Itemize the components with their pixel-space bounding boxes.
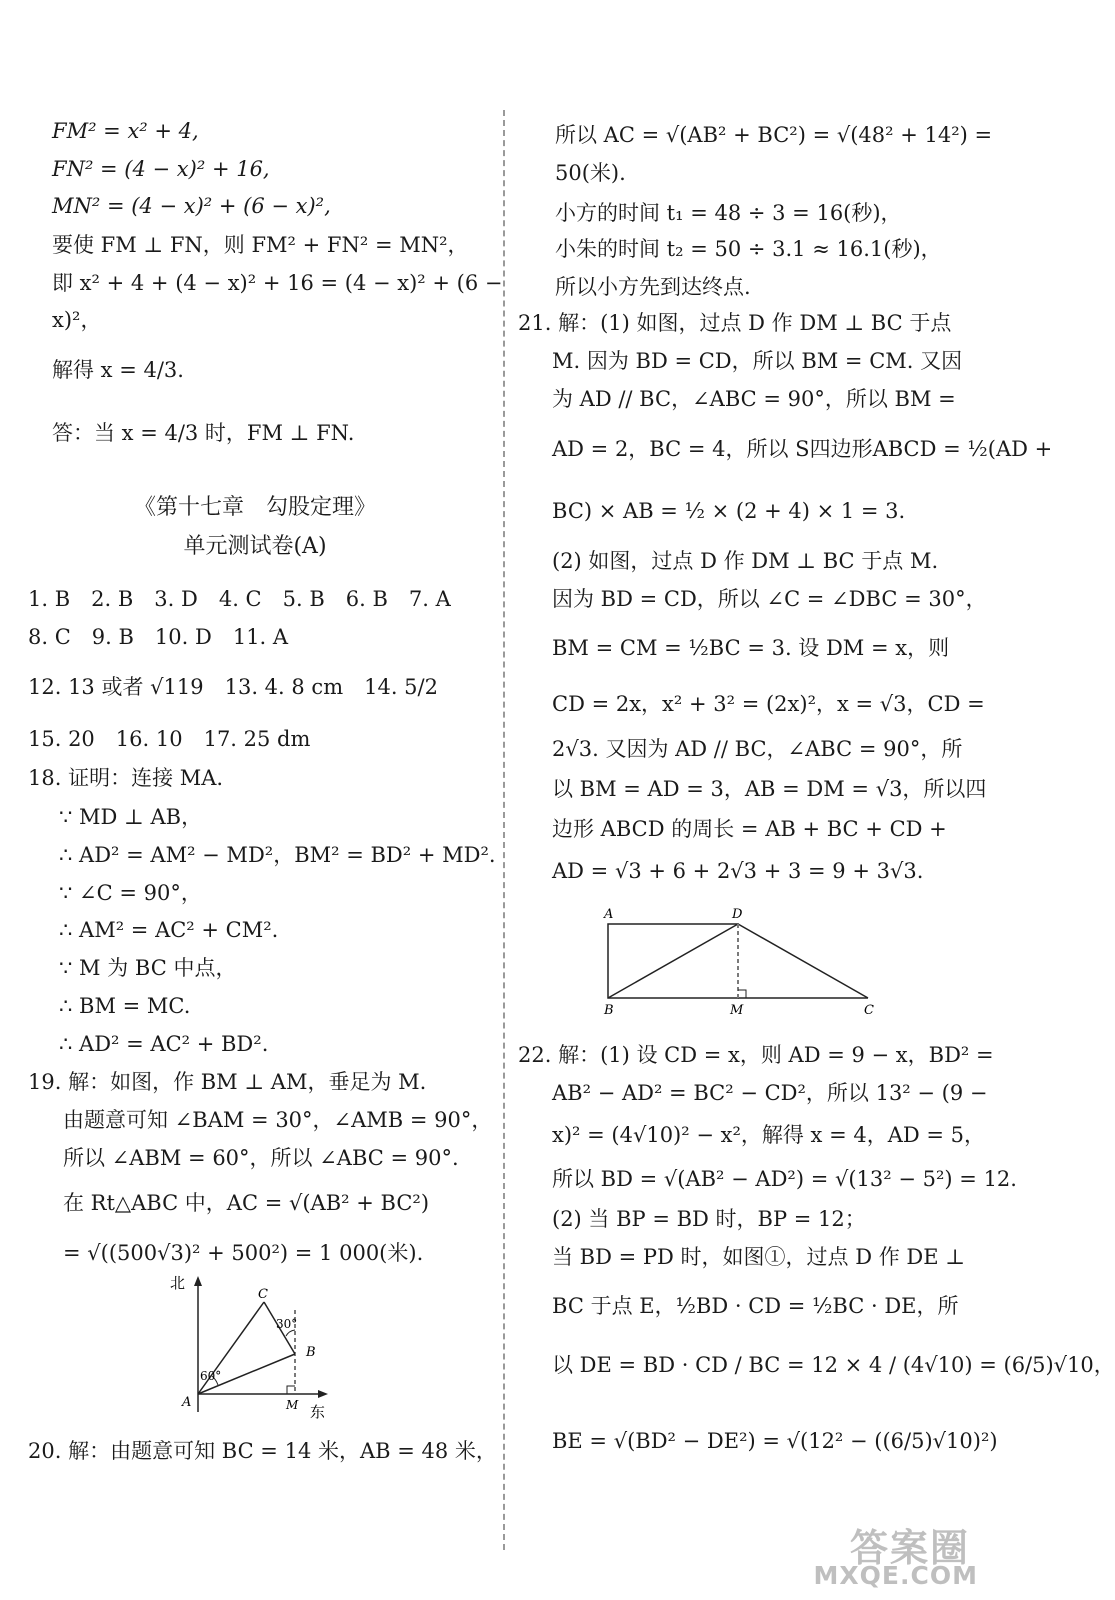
north-arrow	[194, 1276, 202, 1286]
q21-line: AD = 2，BC = 4，所以 S四边形ABCD = ½(AD +	[552, 437, 1053, 461]
q22-line: 以 DE = BD · CD / BC = 12 × 4 / (4√10) = (6/5)√10，	[552, 1353, 1115, 1377]
label-a: A	[182, 1395, 192, 1410]
test-title: 单元测试卷(A)	[183, 534, 327, 559]
label-b: B	[604, 1003, 614, 1018]
line: 要使 FM ⊥ FN，则 FM² + FN² = MN²，	[52, 233, 469, 257]
watermark-text: 答案圈	[849, 1526, 970, 1570]
q18-line: ∵ ∠C = 90°，	[59, 881, 202, 905]
watermark-url: MXQE.COM	[813, 1561, 978, 1590]
q18-line: ∴ BM = MC.	[59, 994, 191, 1018]
q19-line: 在 Rt△ABC 中，AC = √(AB² + BC²)	[63, 1191, 430, 1215]
line: MN² = (4 − x)² + (6 − x)²,	[52, 194, 331, 218]
q21-line: BM = CM = ½BC = 3. 设 DM = x，则	[552, 636, 950, 660]
q20-line: 50(米).	[555, 161, 626, 185]
label-m: M	[286, 1398, 299, 1412]
answer-line: 15. 20 16. 10 17. 25 dm	[28, 727, 311, 751]
figure-q19	[160, 1272, 350, 1422]
q18-line: ∴ AD² = AC² + BD².	[59, 1032, 269, 1056]
q18-line: ∵ M 为 BC 中点，	[59, 956, 237, 980]
q19-line: 所以 ∠ABM = 60°，所以 ∠ABC = 90°.	[63, 1146, 459, 1170]
q21-line: 边形 ABCD 的周长 = AB + BC + CD +	[552, 817, 947, 841]
q19-line: = √((500√3)² + 500²) = 1 000(米).	[63, 1241, 424, 1265]
answer-line: 12. 13 或者 √119 13. 4. 8 cm 14. 5/2	[28, 675, 438, 699]
segment-dc	[738, 924, 868, 998]
q22-line: x)² = (4√10)² − x²，解得 x = 4，AD = 5，	[552, 1123, 986, 1147]
q18-line: ∵ MD ⊥ AB，	[59, 805, 203, 829]
q20-line: 20. 解：由题意可知 BC = 14 米，AB = 48 米，	[28, 1439, 497, 1463]
line: 解得 x = 4/3.	[52, 358, 184, 382]
q20-line: 所以 AC = √(AB² + BC²) = √(48² + 14²) =	[555, 123, 993, 147]
right-angle-mark	[738, 990, 746, 998]
chapter-title: 《第十七章 勾股定理》	[133, 495, 376, 520]
label-a: A	[604, 907, 614, 922]
q22-line: AB² − AD² = BC² − CD²，所以 13² − (9 −	[552, 1081, 988, 1105]
label-c: C	[864, 1003, 874, 1018]
line: 即 x² + 4 + (4 − x)² + 16 = (4 − x)² + (6 −	[52, 271, 503, 295]
q21-line: AD = √3 + 6 + 2√3 + 3 = 9 + 3√3.	[552, 859, 924, 883]
q21-line: 2√3. 又因为 AD // BC，∠ABC = 90°，所	[552, 737, 963, 761]
label-60: 60°	[200, 1369, 222, 1383]
q21-line: 21. 解：(1) 如图，过点 D 作 DM ⊥ BC 于点	[518, 311, 952, 335]
watermark-logo	[778, 1517, 978, 1592]
q19-line: 19. 解：如图，作 BM ⊥ AM，垂足为 M.	[28, 1070, 427, 1094]
column-divider	[503, 110, 505, 1550]
q21-line: CD = 2x，x² + 3² = (2x)²，x = √3，CD =	[552, 692, 985, 716]
q19-line: 由题意可知 ∠BAM = 30°，∠AMB = 90°，	[63, 1108, 493, 1132]
answer-line: 1. B 2. B 3. D 4. C 5. B 6. B 7. A	[28, 587, 451, 611]
q21-line: 因为 BD = CD，所以 ∠C = ∠DBC = 30°，	[552, 587, 987, 611]
q21-line: (2) 如图，过点 D 作 DM ⊥ BC 于点 M.	[552, 549, 939, 573]
q21-line: BC) × AB = ½ × (2 + 4) × 1 = 3.	[552, 499, 906, 523]
line: FM² = x² + 4,	[52, 119, 199, 143]
q21-line: 为 AD // BC，∠ABC = 90°，所以 BM =	[552, 387, 956, 411]
label-30: 30°	[276, 1317, 298, 1331]
q22-line: BE = √(BD² − DE²) = √(12² − ((6/5)√10)²)	[552, 1429, 998, 1453]
q18-line: ∴ AD² = AM² − MD²，BM² = BD² + MD².	[59, 843, 496, 867]
figure-q21	[596, 900, 886, 1020]
east-arrow	[318, 1390, 328, 1398]
right-angle-mark	[287, 1386, 295, 1394]
q22-line: (2) 当 BP = BD 时，BP = 12；	[552, 1207, 866, 1231]
q20-line: 所以小方先到达终点.	[555, 275, 751, 299]
label-c: C	[258, 1287, 268, 1302]
line: 答：当 x = 4/3 时，FM ⊥ FN.	[52, 421, 355, 445]
q18-line: ∴ AM² = AC² + CM².	[59, 918, 279, 942]
q20-line: 小方的时间 t₁ = 48 ÷ 3 = 16(秒)，	[555, 201, 902, 225]
line: x)²，	[52, 308, 102, 332]
answer-line: 8. C 9. B 10. D 11. A	[28, 625, 289, 649]
line: FN² = (4 − x)² + 16,	[52, 157, 270, 181]
q21-line: M. 因为 BD = CD，所以 BM = CM. 又因	[552, 349, 963, 373]
q22-line: 22. 解：(1) 设 CD = x，则 AD = 9 − x，BD² =	[518, 1043, 994, 1067]
segment-bd	[608, 924, 738, 998]
q22-line: 当 BD = PD 时，如图①，过点 D 作 DE ⊥	[552, 1245, 965, 1269]
q22-line: BC 于点 E，½BD · CD = ½BC · DE，所	[552, 1294, 959, 1318]
north-label: 北	[170, 1274, 186, 1292]
label-d: D	[732, 907, 743, 922]
q20-line: 小朱的时间 t₂ = 50 ÷ 3.1 ≈ 16.1(秒)，	[555, 237, 942, 261]
label-b: B	[306, 1345, 316, 1360]
label-m: M	[730, 1003, 744, 1018]
q18-line: 18. 证明：连接 MA.	[28, 766, 224, 790]
east-label: 东	[310, 1403, 326, 1421]
q21-line: 以 BM = AD = 3，AB = DM = √3，所以四	[552, 777, 987, 801]
q22-line: 所以 BD = √(AB² − AD²) = √(13² − 5²) = 12.	[552, 1167, 1017, 1191]
